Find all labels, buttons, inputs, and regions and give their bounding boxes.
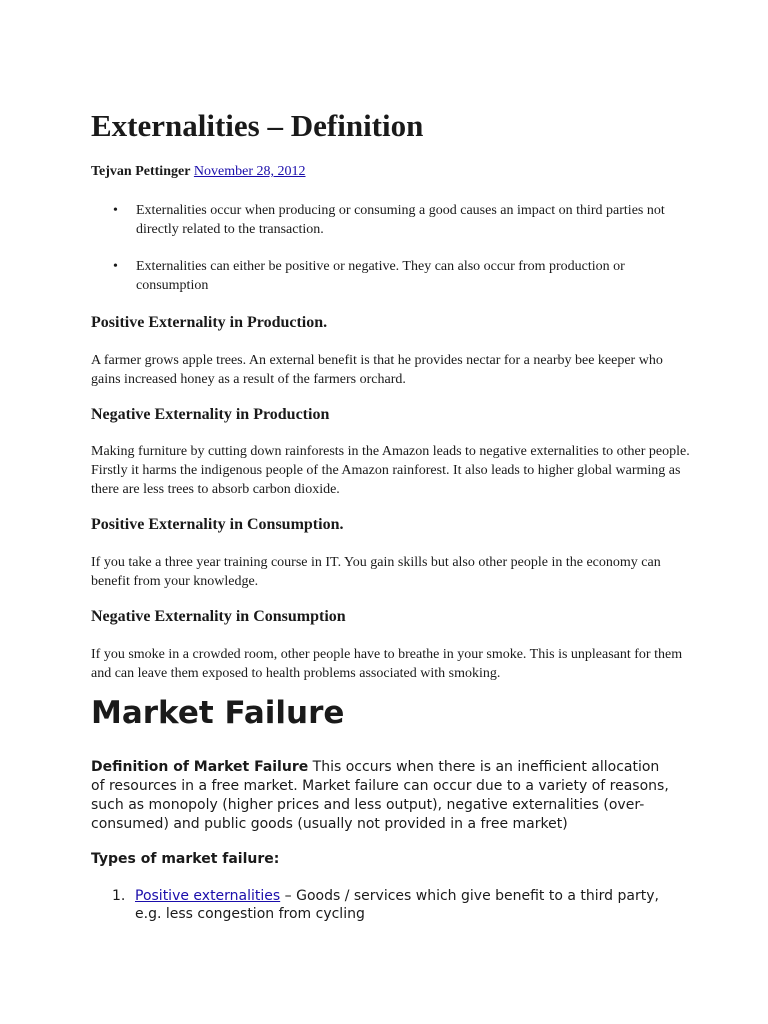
types-heading: Types of market failure: [91,851,280,867]
byline [91,164,306,180]
summary-bullets [91,201,691,313]
list-number: 1. [112,888,126,904]
type-description: – Goods / services which give benefit to a third party, e.g. less congestion from cycling [135,888,659,922]
definition-text: This occurs when there is an inefficient allocation of resources in a free market. Market failure can occur due to a variety of reasons, such as monopoly (higher prices and less output), negative externalities (over-consumed) and public goods (usually not provided in a free market) [91,759,669,832]
author-name: Tejvan Pettinger [91,164,191,179]
list-item [91,257,691,295]
definition-lead: Definition of Market Failure [91,759,309,775]
section-heading-positive-production: Positive Externality in Production. [91,314,328,331]
date-link[interactable]: November 28, 2012 [193,164,306,179]
bullet-text: Externalities occur when producing or consuming a good causes an impact on third parties not directly related to the transaction. [136,203,665,237]
types-list [91,887,671,923]
positive-externalities-link[interactable]: Positive externalities [135,888,281,904]
market-failure-title: Market Failure [91,695,345,731]
section-heading-positive-consumption: Positive Externality in Consumption. [91,516,344,533]
bullet-text: Externalities can either be positive or negative. They can also occur from production or consumption [136,259,625,293]
bullet-icon: • [113,203,118,218]
section-body-positive-consumption: If you take a three year training course in IT. You gain skills but also other people in the economy can benefit from your knowledge. [91,555,661,589]
list-item [91,201,691,239]
section-body-negative-consumption: If you smoke in a crowded room, other people have to breathe in your smoke. This is unpleasant for them and can leave them exposed to health problems associated with smoking. [91,647,683,681]
article-title: Externalities – Definition [91,108,424,143]
list-item [91,887,671,923]
section-body-positive-production: A farmer grows apple trees. An external benefit is that he provides nectar for a nearby bee keeper who gains increased honey as a result of the farmers orchard. [91,353,663,387]
section-heading-negative-consumption: Negative Externality in Consumption [91,608,346,625]
market-failure-definition [91,758,671,834]
section-body-negative-production: Making furniture by cutting down rainforests in the Amazon leads to negative externalities to other people. Firstly it harms the indigenous people of the Amazon rainforest. It also leads to higher global warming as there are less trees to absorb carbon dioxide. [91,444,690,497]
bullet-icon: • [113,259,118,274]
section-heading-negative-production: Negative Externality in Production [91,406,330,423]
